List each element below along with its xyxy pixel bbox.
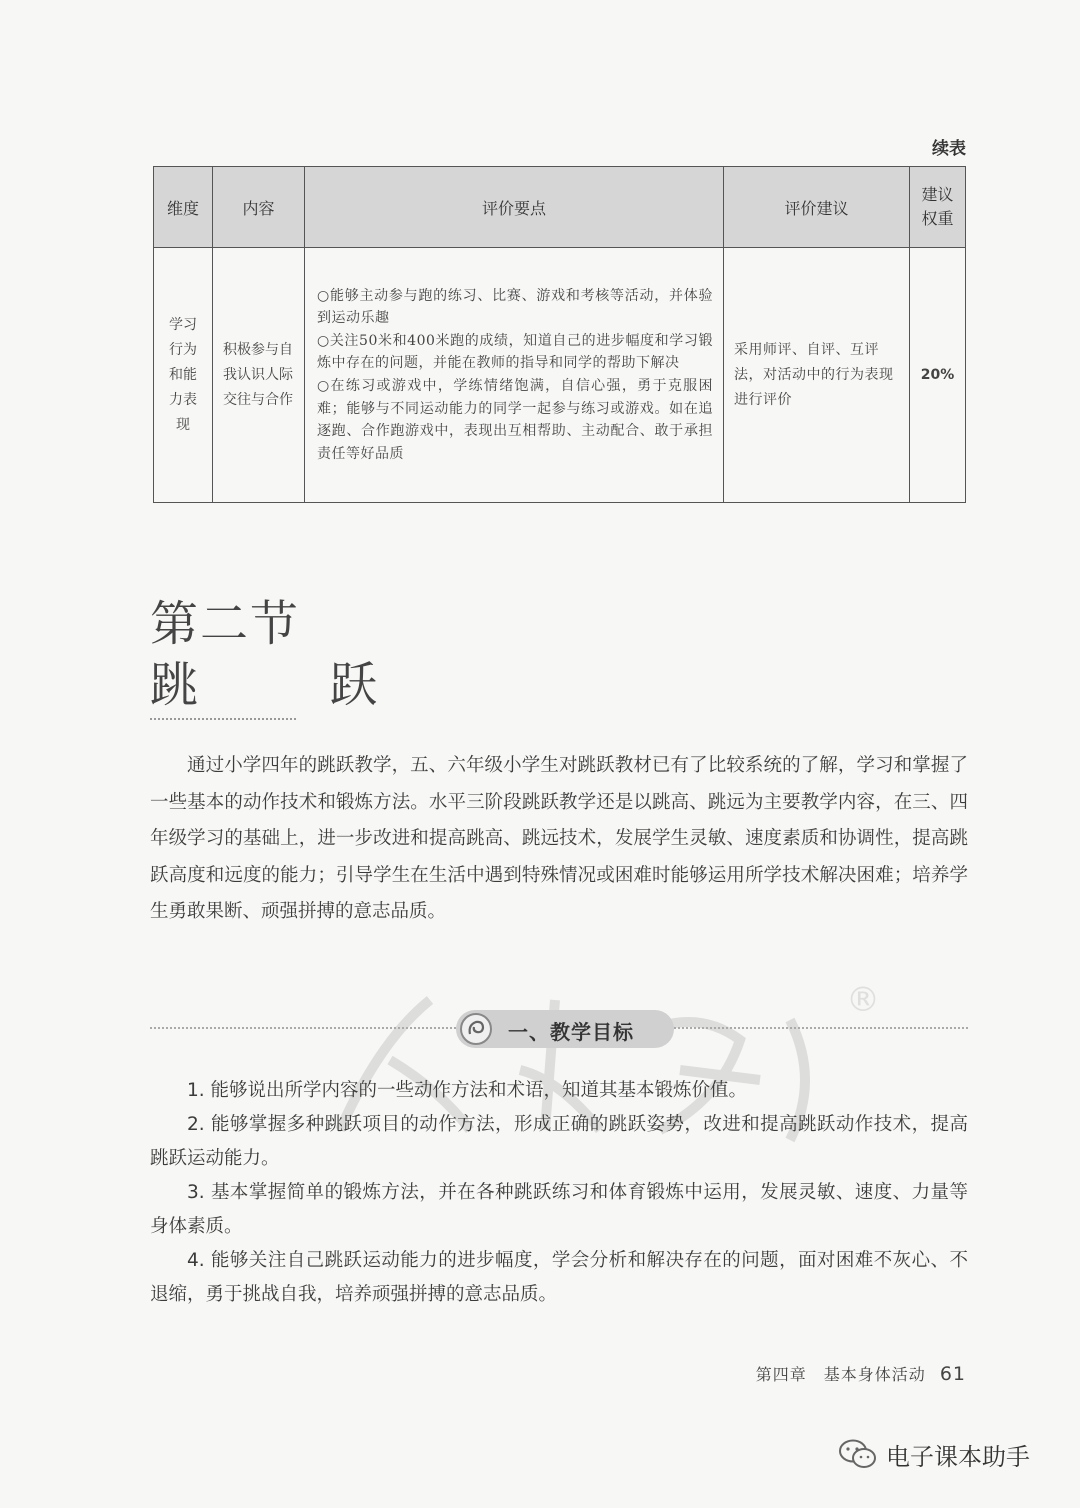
swirl-icon (460, 1013, 492, 1045)
goal-number: 4. (187, 1250, 205, 1271)
goal-number: 2. (187, 1114, 205, 1135)
page-number: 61 (939, 1363, 966, 1385)
subsection-title: 一、教学目标 (508, 1020, 634, 1044)
goal-number: 3. (187, 1182, 205, 1203)
goal-text: 能够关注自己跳跃运动能力的进步幅度，学会分析和解决存在的问题，面对困难不灰心、不退缩，勇于挑战自我，培养顽强拼搏的意志品质。 (150, 1250, 968, 1305)
goal-text: 能够说出所学内容的一些动作方法和术语，知道其基本锻炼价值。 (210, 1080, 748, 1101)
list-item (150, 1108, 968, 1176)
header-points: 评价要点 (305, 167, 724, 248)
cell-advice: 采用师评、自评、互评法，对活动中的行为表现进行评价 (724, 248, 910, 503)
section-heading (150, 596, 435, 720)
brand-name: 电子课本助手 (886, 1442, 1030, 1471)
list-item (150, 1176, 968, 1244)
header-weight-line1: 建议 (921, 185, 954, 204)
list-item (150, 1074, 968, 1108)
header-advice: 评价建议 (724, 167, 910, 248)
continued-table-label: 续表 (932, 139, 966, 159)
list-item (150, 1244, 968, 1312)
table-header-row (154, 167, 966, 248)
goals-list (150, 1074, 968, 1312)
brand-badge (838, 1434, 1030, 1474)
header-weight (910, 167, 966, 248)
cell-content: 积极参与自我认识人际交往与合作 (213, 248, 305, 503)
goal-text: 基本掌握简单的锻炼方法，并在各种跳跃练习和体育锻炼中运用，发展灵敏、速度、力量等身体素质。 (150, 1182, 968, 1237)
cell-points (305, 248, 724, 503)
chapter-label: 第四章 基本身体活动 (755, 1365, 926, 1384)
goal-text: 能够掌握多种跳跃项目的动作方法，形成正确的跳跃姿势，改进和提高跳跃动作技术，提高跳跃运动能力。 (150, 1114, 968, 1169)
subsection-heading (150, 1010, 968, 1050)
section-title-underline (150, 718, 296, 720)
point-item: ○在练习或游戏中，学练情绪饱满，自信心强，勇于克服困难；能够与不同运动能力的同学一起参与练习或游戏。如在追逐跑、合作跑游戏中，表现出互相帮助、主动配合、敢于承担责任等好品质 (317, 378, 713, 462)
intro-paragraph: 通过小学四年的跳跃教学，五、六年级小学生对跳跃教材已有了比较系统的了解，学习和掌握了一些基本的动作技术和锻炼方法。水平三阶段跳跃教学还是以跳高、跳远为主要教学内容，在三、四年级学习的基础上，进一步改进和提高跳高、跳远技术，发展学生灵敏、速度素质和协调性，提高跳跃高度和远度的能力；引导学生在生活中遇到特殊情况或困难时能够运用所学技术解决困难；培养学生勇敢果断、顽强拼搏的意志品质。 (150, 755, 968, 922)
table-row (154, 248, 966, 503)
section-number: 第二节 (150, 596, 301, 652)
point-item: ○能够主动参与跑的练习、比赛、游戏和考核等活动，并体验到运动乐趣 (317, 287, 713, 327)
header-weight-line2: 权重 (921, 209, 954, 228)
wechat-icon (838, 1438, 878, 1470)
point-item: ○关注50米和400米跑的成绩，知道自己的进步幅度和学习锻炼中存在的问题，并能在教师的指导和同学的帮助下解决 (317, 332, 713, 372)
subsection-pill (456, 1010, 674, 1048)
goal-number: 1. (187, 1080, 205, 1101)
cell-weight: 20% (910, 248, 966, 503)
registered-mark: ® (846, 980, 880, 1020)
header-dimension: 维度 (154, 167, 213, 248)
evaluation-table (153, 166, 966, 503)
cell-dimension: 学习行为和能力表现 (154, 248, 213, 503)
header-content: 内容 (213, 167, 305, 248)
page-footer (756, 1362, 966, 1385)
section-title: 跳 跃 (150, 657, 436, 713)
